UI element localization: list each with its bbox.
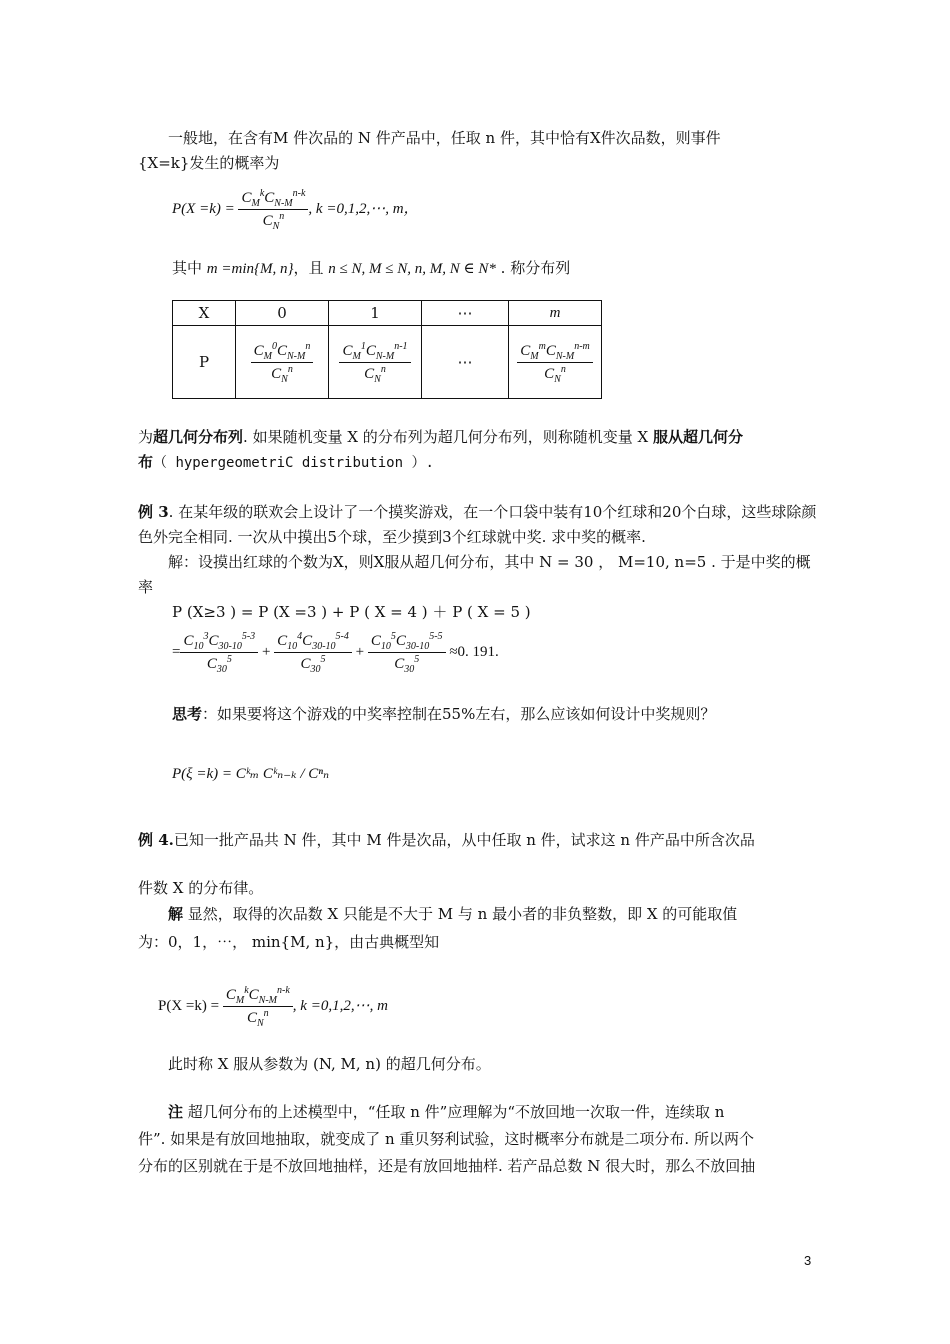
- table-cell-ellipsis: ⋯: [422, 326, 509, 399]
- example-4-sol-1: 显然，取得的次品数 X 只能是不大于 M 与 n 最小者的非负整数，即 X 的可能取值: [183, 905, 738, 923]
- table-header-ellipsis: ⋯: [422, 301, 509, 326]
- think-text: ：如果要将这个游戏的中奖率控制在55%左右，那么应该如何设计中奖规则？: [202, 705, 716, 723]
- intro-line-1: 一般地，在含有M 件次品的 N 件产品中，任取 n 件，其中恰有X件次品数，则事件: [168, 129, 721, 147]
- def-text-b: . 如果随机变量 X 的分布列为超几何分布列，则称随机变量 X: [243, 428, 653, 446]
- example-4-line-2: 件数 X 的分布律。: [138, 879, 264, 897]
- example-3-label: 例 3: [138, 503, 169, 521]
- note-line-2: 件”. 如果是有放回地抽取，就变成了 n 重贝努利试验，这时概率分布就是二项分布. 所以两个: [138, 1130, 754, 1148]
- table-cell-pm: $\frac{C_M^mC_{N-M}^{n-m}}{C_N^n}$: [509, 326, 602, 399]
- pmf-rest: , k =0,1,2,⋯, m，: [308, 200, 419, 217]
- distribution-table: [172, 300, 602, 399]
- table-header-m: m: [509, 301, 602, 326]
- note-label: 注: [168, 1103, 184, 1121]
- example-3-result: ≈0. 191.: [449, 643, 499, 660]
- range-cond: n ≤ N, M ≤ N, n, M, N ∈ N*: [328, 261, 496, 277]
- example-3-sum-formula: = $\frac{C_{10}^3C_{30-10}^{5-3}}{C_{30}^5}$ + $\frac{C_{10}^4C_{30-10}^{5-4}}{C_{30}^5}$ + $\frac{C_{10}^5C_{30-10}^{5-5}}{C_{30}^5}$ ≈0. 191.: [172, 631, 499, 675]
- example-4-solution: [138, 902, 818, 927]
- range-mid: ，且: [293, 259, 324, 277]
- example-3-text: . 在某年级的联欢会上设计了一个摸奖游戏，在一个口袋中装有10个红球和20个白球，这些球除颜色外完全相同. 一次从中摸出5个球，至少摸到3个红球就中奖. 求中奖的概率.: [138, 503, 817, 546]
- note-line-3: 分布的区别就在于是不放回地抽样，还是有放回地抽样. 若产品总数 N 很大时，那么不放回抽: [138, 1157, 756, 1175]
- table-cell-p1: $\frac{C_M^1C_{N-M}^{n-1}}{C_N^n}$: [329, 326, 422, 399]
- def-bold-a: 超几何分布列: [153, 428, 244, 446]
- note-text-1: 超几何分布的上述模型中，“任取 n 件”应理解为“不放回地一次取一件，连续取 n: [183, 1103, 725, 1121]
- intro-line-2: {X=k}发生的概率为: [138, 154, 280, 172]
- example-4-formula: P(X =k) = $\frac{C_M^kC_{N-M}^{n-k}}{C_N^n}$ , k =0,1,2,⋯, m: [158, 985, 388, 1029]
- range-post: . 称分布列: [500, 259, 571, 277]
- pmf-formula: P(X =k) = $\frac{C_M^kC_{N-M}^{n-k}}{C_N^n}$ , k =0,1,2,⋯, m，: [172, 188, 419, 232]
- table-header-1: 1: [329, 301, 422, 326]
- example-4-sol-label: 解: [168, 905, 184, 923]
- think-paragraph: [172, 702, 818, 727]
- def-text-c: （ hypergeometriC distribution ）.: [153, 455, 434, 471]
- range-line: [172, 256, 818, 282]
- note-line-1: [138, 1100, 818, 1125]
- def-bold-c: 布: [138, 453, 154, 471]
- range-pre: 其中: [172, 259, 203, 277]
- table-header-x: X: [173, 301, 236, 326]
- example-3-solution: 解：设摸出红球的个数为X，则X服从超几何分布，其中 N = 30 ， M=10, n=5 . 于是中奖的概率: [138, 553, 811, 596]
- table-cell-p0: $\frac{C_M^0C_{N-M}^n}{C_N^n}$: [236, 326, 329, 399]
- xi-formula: P(ξ =k) = Cᵏₘ Cᵏₙ₋ₖ / Cⁿₙ: [172, 766, 330, 782]
- example-4-conclusion: 此时称 X 服从参数为 (N, M, n) 的超几何分布。: [168, 1055, 491, 1073]
- example-3-prob-line: P (X≥3 ) = P (X =3 ) + P ( X = 4 ) ＋ P ( X = 5 ): [172, 603, 531, 621]
- definition-paragraph: [138, 425, 818, 476]
- think-label: 思考: [172, 705, 203, 723]
- example-4-sol-2: 为：0，1，⋯， min{M, n}，由古典概型知: [138, 933, 440, 951]
- page-number: 3: [804, 1253, 812, 1268]
- def-bold-b: 服从超几何分: [653, 428, 744, 446]
- range-m-def: m =min{M, n}: [206, 261, 294, 277]
- example-4-lhs: P(X =k) =: [158, 997, 220, 1014]
- def-text-a: 为: [138, 428, 154, 446]
- table-row-label: P: [173, 326, 236, 399]
- example-4: [138, 828, 818, 853]
- example-3: [138, 500, 818, 550]
- pmf-lhs: P(X =k) =: [172, 200, 235, 217]
- example-4-label: 例 4.: [138, 831, 174, 849]
- table-header-0: 0: [236, 301, 329, 326]
- example-4-line-1: 已知一批产品共 N 件，其中 M 件是次品，从中任取 n 件，试求这 n 件产品中所含次品: [173, 831, 755, 849]
- example-4-formula-rest: , k =0,1,2,⋯, m: [292, 997, 388, 1014]
